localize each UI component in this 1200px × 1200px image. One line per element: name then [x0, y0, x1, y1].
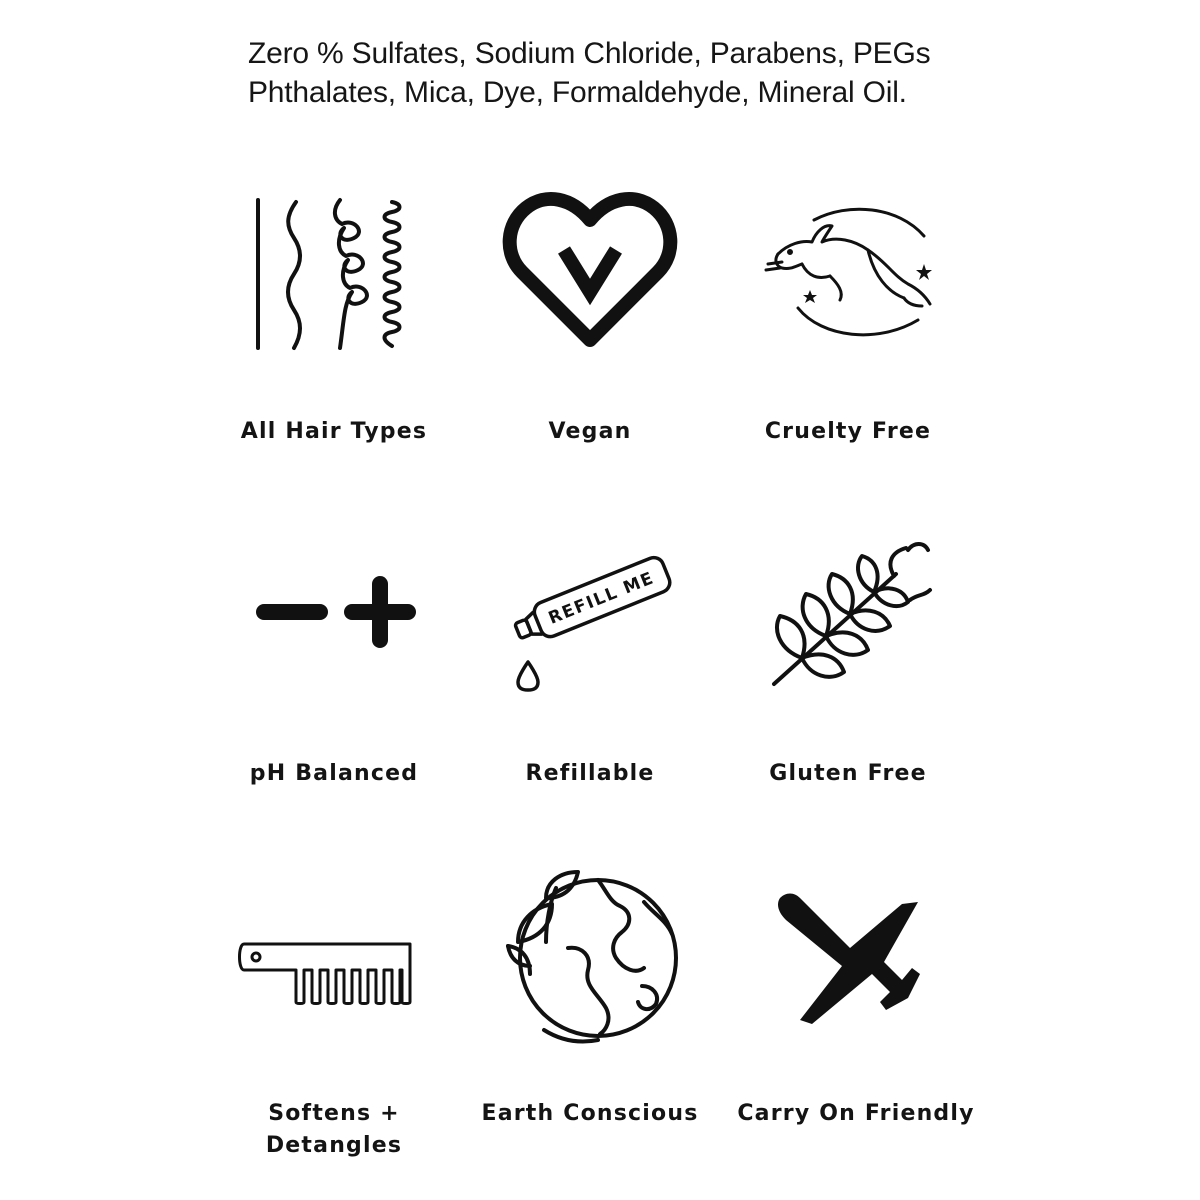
leaping-bunny-icon — [718, 180, 978, 380]
ingredients-headline — [248, 34, 1008, 112]
feature-all-hair-types — [204, 180, 464, 510]
feature-ph-balanced — [204, 522, 464, 852]
comb-icon — [204, 862, 464, 1062]
feature-label: pH Balanced — [249, 761, 419, 786]
vegan-heart-icon — [460, 180, 720, 380]
wheat-icon — [718, 522, 978, 722]
feature-label: Gluten Free — [769, 761, 927, 786]
feature-carry-on-friendly — [726, 862, 986, 1192]
feature-vegan — [460, 180, 720, 510]
globe-leaf-icon — [460, 862, 720, 1062]
minus-plus-icon — [204, 522, 464, 722]
refill-tube-icon — [460, 522, 720, 722]
feature-label: Cruelty Free — [764, 419, 932, 444]
feature-label: Earth Conscious — [481, 1101, 699, 1126]
hair-types-icon — [204, 180, 464, 380]
feature-earth-conscious — [460, 862, 720, 1192]
airplane-icon — [726, 862, 986, 1062]
feature-label-line-2: Detangles — [265, 1133, 403, 1158]
feature-label-line-1: Softens + — [268, 1101, 400, 1126]
feature-refillable — [460, 522, 720, 852]
feature-label — [204, 1098, 464, 1162]
feature-softens-detangles — [204, 862, 464, 1192]
headline-line-2: Phthalates, Mica, Dye, Formaldehyde, Mineral Oil. — [248, 76, 907, 109]
refill-me-text: REFILL ME — [545, 568, 658, 629]
headline-line-1: Zero % Sulfates, Sodium Chloride, Parabens, PEGs — [248, 37, 931, 70]
feature-label: Refillable — [525, 761, 655, 786]
feature-gluten-free — [718, 522, 978, 852]
feature-label: Vegan — [548, 419, 632, 444]
feature-label: Carry On Friendly — [737, 1101, 975, 1126]
feature-label: All Hair Types — [240, 419, 428, 444]
feature-cruelty-free — [718, 180, 978, 510]
